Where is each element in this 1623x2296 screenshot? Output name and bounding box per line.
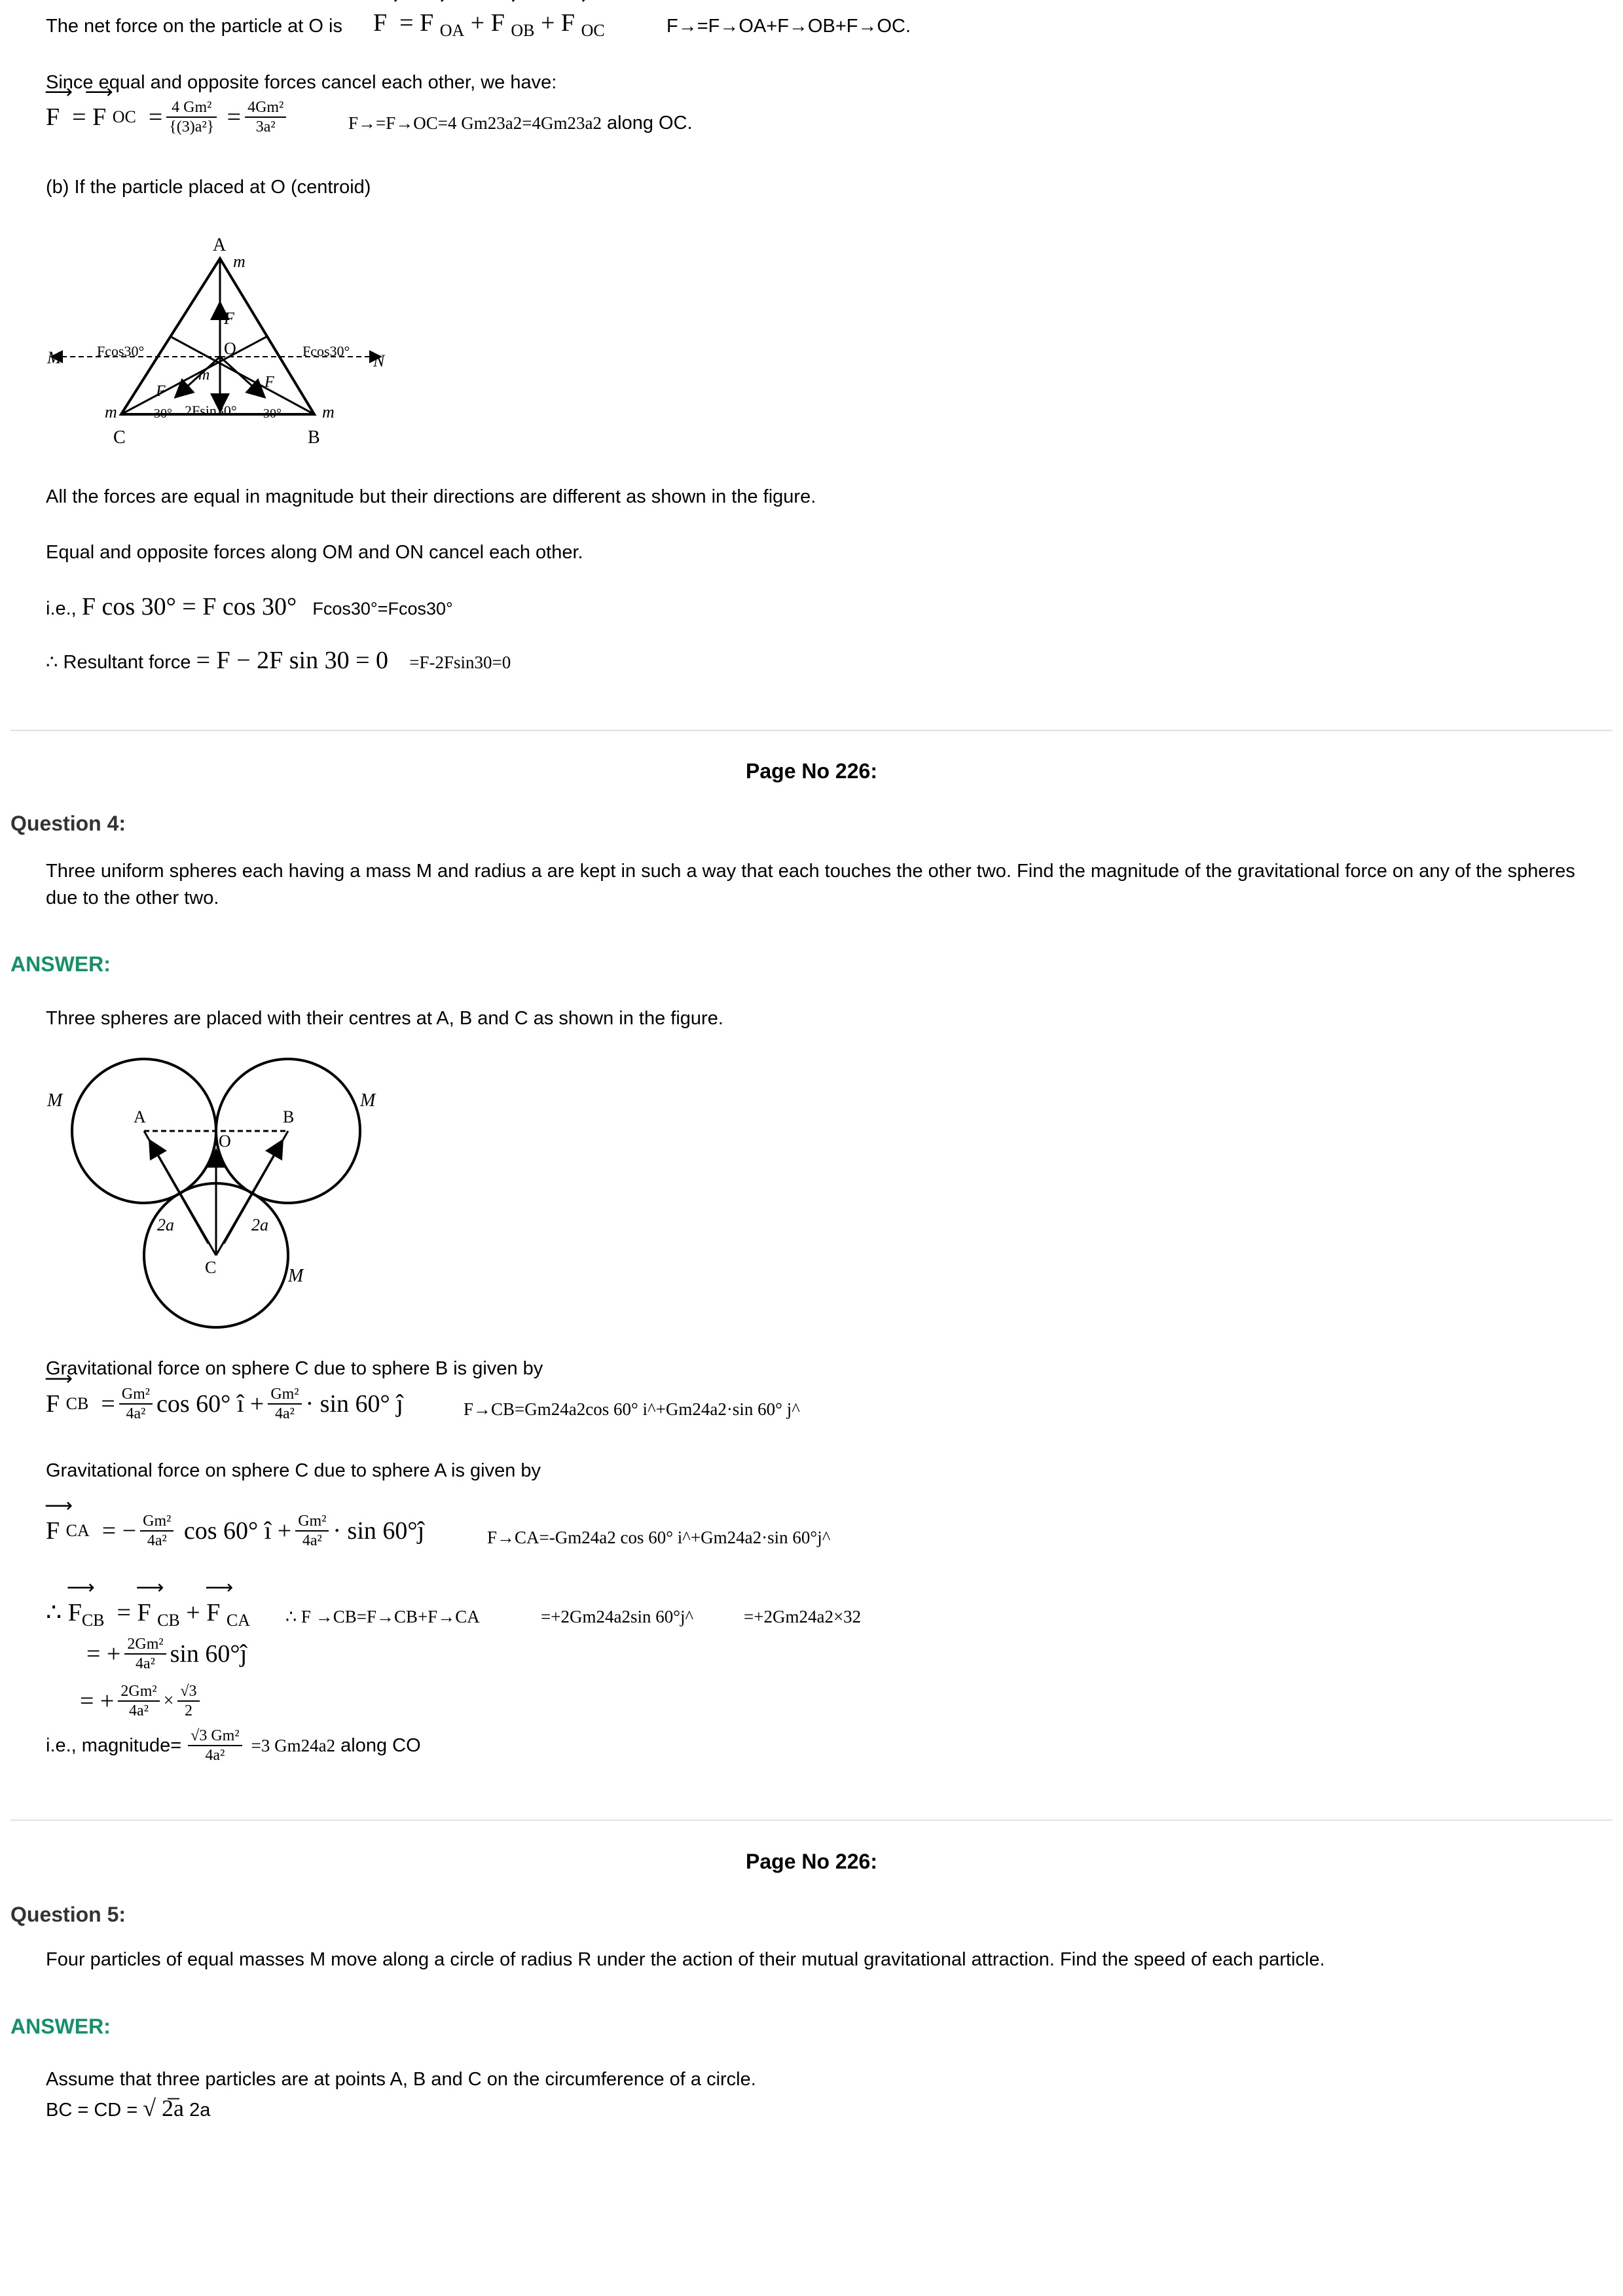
label-o: O xyxy=(219,1132,231,1151)
force-ob-arrow xyxy=(220,357,263,396)
page-number: Page No 226: xyxy=(746,759,877,783)
f-oc-alt-text: F→=F→OC=4 Gm23a2=4Gm23a2 along OC. xyxy=(348,113,693,134)
question-4-title: Question 4: xyxy=(10,812,126,835)
fcos-equation-line: i.e., F cos 30° = F cos 30° Fcos30°=Fcos30° xyxy=(46,593,453,620)
bc-cd-line: BC = CD = √ 2̅a 2a xyxy=(46,2095,211,2121)
answer-5-label: ANSWER: xyxy=(10,2015,111,2038)
triangle-force-diagram xyxy=(39,232,406,455)
divider xyxy=(10,1820,1613,1821)
label-c: C xyxy=(205,1258,217,1277)
question-5-text: Four particles of equal masses M move along a circle of radius R under the action of their mutual gravitational attraction. Find the speed of each particle. xyxy=(46,1949,1325,1970)
label-2a-right: 2a xyxy=(251,1215,268,1234)
sum-step-1: = + $\frac{\text{2Gm²}}{\text{4a²}}$ sin 60°ĵ xyxy=(86,1636,247,1672)
f-oc-equation: ⟶ F = ⟶ F OC = $\frac{\text{4 Gm²}}{\text{\{(3)a²\}}}$ = $\frac{\text{4Gm²}}{\text{3a²}}$ xyxy=(46,99,290,135)
mass-m-bottom: M xyxy=(288,1266,304,1286)
force-f-left: F xyxy=(156,383,166,400)
mass-o: m xyxy=(198,367,210,384)
resultant-line: ∴ Resultant force = F − 2F sin 30 = 0 =F-2Fsin30=0 xyxy=(46,647,511,674)
label-2a-left: 2a xyxy=(157,1215,174,1234)
label-n: N xyxy=(373,351,385,370)
divider xyxy=(10,730,1613,731)
label-b: B xyxy=(283,1107,295,1126)
f-cb-alt-text: F→CB=Gm24a2cos 60° i^+Gm24a2·sin 60° j^ xyxy=(464,1399,800,1419)
label-a: A xyxy=(134,1107,146,1126)
fcos-left-label: Fcos30° xyxy=(97,343,145,359)
force-f-right: F xyxy=(264,374,274,391)
sum-alt-2: =+2Gm24a2sin 60°j^ xyxy=(541,1607,694,1626)
sum-alt-1: ∴ F →CB=F→CB+F→CA xyxy=(285,1607,480,1626)
sum-equation: ∴ ⟶ $F_{CB}$ = ⟶ F $_{CB}$ + ⟶ F $_{CA}$ xyxy=(46,1600,250,1629)
label-m-left: M xyxy=(47,348,62,367)
mass-a: m xyxy=(233,252,246,271)
f-ca-equation: ⟶ F CA = − $\frac{\text{Gm²}}{\text{4a²}}$ cos 60° î + $\frac{\text{Gm²}}{\text{4a²}}$ · sin 60°ĵ xyxy=(46,1513,424,1549)
triangle-outline xyxy=(121,259,314,414)
label-a: A xyxy=(213,235,227,255)
mass-c: m xyxy=(105,403,117,422)
f-ca-alt-text: F→CA=-Gm24a2 cos 60° i^+Gm24a2·sin 60°j^ xyxy=(487,1528,831,1547)
net-force-alt-text: F→=F→OA+F→OB+F→OC. xyxy=(666,16,911,37)
net-force-equation: ⟶ F = ⟶ F $_{OA}$ + ⟶ F $_{OB}$ + ⟶ F $_{OC}$ xyxy=(373,10,605,39)
force-cb-text: Gravitational force on sphere C due to sphere B is given by xyxy=(46,1358,543,1379)
page-number: Page No 226: xyxy=(746,1850,877,1873)
magnitude-line: i.e., magnitude= $\frac{\text{√3 Gm²}}{\text{4a²}}$ =3 Gm24a2 along CO xyxy=(46,1727,421,1764)
sum-alt-3: =+2Gm24a2×32 xyxy=(744,1607,862,1626)
cancel-text: Since equal and opposite forces cancel each other, we have: xyxy=(46,72,557,93)
force-f-top: F xyxy=(224,309,234,328)
label-o: O xyxy=(224,339,236,358)
spheres-placed-text: Three spheres are placed with their centres at A, B and C as shown in the figure. xyxy=(46,1008,723,1029)
sum-step-2: = + $\frac{\text{2Gm²}}{\text{4a²}}$ × $\frac{√3}{2}$ xyxy=(80,1683,204,1719)
all-forces-text: All the forces are equal in magnitude but their directions are different as shown in the figure. xyxy=(46,486,816,507)
force-ca-text: Gravitational force on sphere C due to sphere A is given by xyxy=(46,1460,541,1481)
question-5-title: Question 5: xyxy=(10,1903,126,1926)
equal-opposite-text: Equal and opposite forces along OM and ON cancel each other. xyxy=(46,542,583,563)
angle-right: 30° xyxy=(263,406,282,421)
line-ca xyxy=(144,1131,208,1244)
mass-m-left: M xyxy=(47,1090,63,1111)
f-cb-equation: ⟶ F CB = $\frac{\text{Gm²}}{\text{4a²}}$ cos 60° î + $\frac{\text{Gm²}}{\text{4a²}}$ · sin 60° ĵ xyxy=(46,1386,403,1422)
net-force-intro: The net force on the particle at O is xyxy=(46,16,342,37)
fcos-right-label: Fcos30° xyxy=(302,343,350,359)
question-4-text: Three uniform spheres each having a mass M and radius a are kept in such a way that each touches the other two. Find the magnitude of the gravitational force on any of the spheres due to the other two. xyxy=(46,861,1575,908)
assume-text: Assume that three particles are at points A, B and C on the circumference of a circle. xyxy=(46,2069,756,2090)
two-f-sin-label: 2Fsin30° xyxy=(185,403,237,419)
part-b-label: (b) If the particle placed at O (centroid) xyxy=(46,177,371,198)
mass-m-right: M xyxy=(360,1090,376,1111)
label-c: C xyxy=(113,427,126,448)
mass-b: m xyxy=(322,403,335,422)
label-b: B xyxy=(308,427,320,448)
angle-left: 30° xyxy=(154,406,172,421)
answer-4-label: ANSWER: xyxy=(10,952,111,976)
three-spheres-diagram xyxy=(39,1047,406,1342)
